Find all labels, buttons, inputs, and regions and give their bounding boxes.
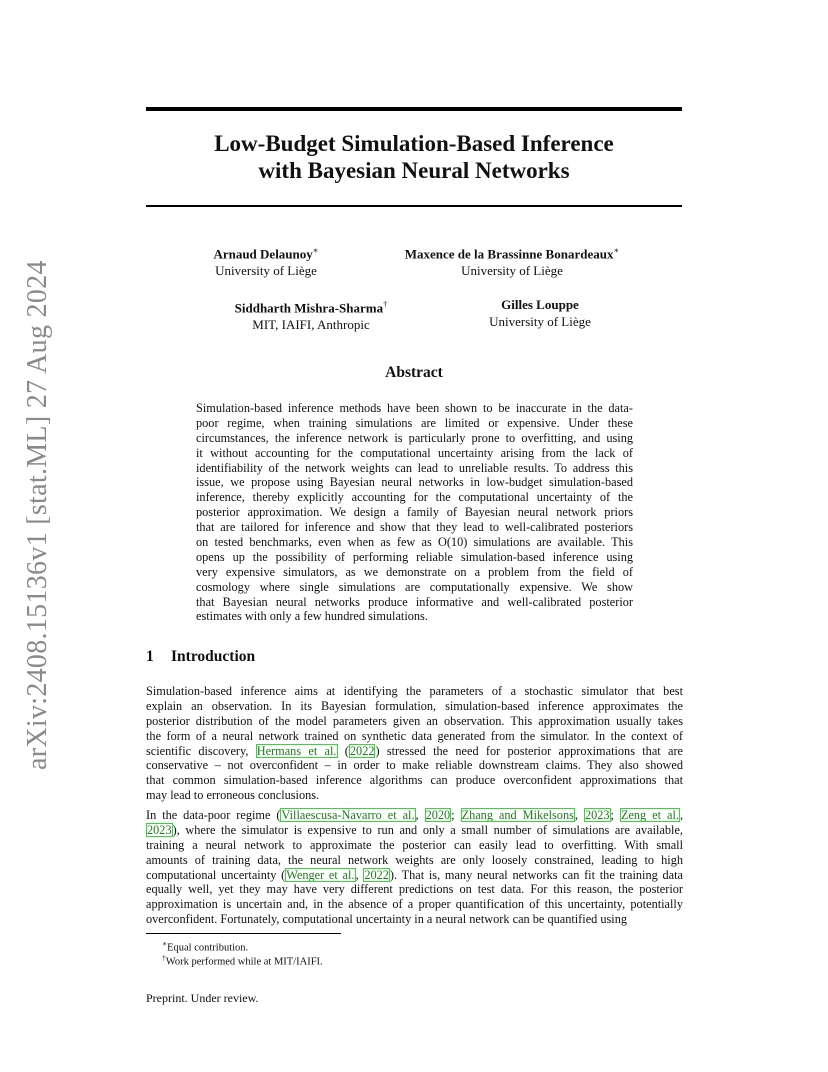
section-title: Introduction	[171, 648, 256, 665]
citation-link[interactable]: 2022	[364, 867, 389, 882]
author-mark: ∗	[613, 245, 620, 255]
paragraph-line	[146, 744, 683, 759]
footnote-mark: †	[162, 953, 166, 962]
text-run: ,	[415, 808, 425, 822]
author-name: Siddharth Mishra-Sharma	[234, 300, 384, 316]
author-mark: ∗	[312, 245, 319, 255]
author-block-3	[211, 296, 411, 333]
preprint-notice: Preprint. Under review.	[146, 991, 259, 1005]
text-run: posterior distribution of the model parameters given an observation. This approximation usually takes	[146, 713, 683, 728]
author-name: Maxence de la Brassinne Bonardeaux	[404, 246, 614, 262]
paragraph-line	[146, 714, 683, 729]
author-affiliation: University of Liège	[489, 314, 591, 329]
text-run: equally well, yet they may have very different predictions on test data. For this reason, the posterior	[146, 882, 683, 897]
author-block-4	[440, 296, 640, 330]
text-run: ). That is, many neural networks can fit the training data	[389, 867, 683, 882]
title-line-1: Low-Budget Simulation-Based Inference	[214, 131, 614, 156]
abstract-heading: Abstract	[385, 364, 443, 381]
abstract-line	[196, 505, 633, 520]
text-run: ;	[610, 808, 620, 822]
section-number: 1	[146, 648, 154, 665]
text-run: may lead to erroneous conclusions.	[146, 788, 320, 803]
text-run: very expensive simulators, as we demonstrate on a problem from the field of	[196, 564, 633, 579]
citation-link[interactable]: 2023	[147, 822, 172, 837]
citation-link[interactable]: Zhang and Mikelsons	[461, 808, 574, 822]
author-affiliation: MIT, IAIFI, Anthropic	[252, 317, 370, 333]
abstract-body	[196, 401, 633, 624]
text-run: poor regime, when training simulations are limited or expensive. Under these	[196, 415, 633, 430]
paragraph-line	[146, 912, 683, 927]
footnote-rule	[146, 933, 341, 934]
author-mark: †	[383, 299, 388, 309]
paragraph-line	[146, 729, 683, 744]
text-run: on tested benchmarks, even when as few as O(10) simulations are available. This	[196, 535, 633, 550]
title-line-2: with Bayesian Neural Networks	[258, 158, 570, 183]
citation-link[interactable]: Villaescusa-Navarro et al.	[281, 808, 415, 822]
abstract-line	[196, 401, 633, 416]
text-run: it without accounting for the computational uncertainty arising from the lack of	[196, 445, 633, 460]
paragraph-line	[146, 838, 683, 853]
paragraph-line	[146, 684, 683, 699]
citation-link[interactable]: Hermans et al.	[256, 743, 337, 758]
text-run: inference, thereby explicitly accounting for the computational uncertainty of the	[196, 490, 633, 505]
abstract-line	[196, 461, 633, 476]
paragraph-line	[146, 808, 683, 823]
paragraph-line	[146, 788, 683, 803]
text-run: opens up the possibility of performing reliable simulation-based inference using	[196, 549, 633, 564]
abstract-line	[196, 446, 633, 461]
paragraph-line	[146, 699, 683, 714]
text-run: ) stressed the need for posterior approximations that are	[375, 743, 683, 758]
text-run: training a neural network to approximate the posterior can easily lead to overfitting. With small	[146, 837, 683, 852]
text-run: overconfident. Fortunately, computational uncertainty in a neural network can be quantified using	[146, 912, 628, 927]
text-run: that are tailored for inference and show that they lead to well-calibrated posteriors	[196, 520, 633, 535]
text-run: ,	[355, 867, 364, 882]
text-run: conservative – not overconfident – in order to make reliable downstream claims. They also showed	[146, 758, 683, 773]
text-run: approximation is uncertain and, in the absence of a proper quantification of this uncertainty, potentially	[146, 897, 683, 912]
text-run: that common simulation-based inference algorithms can produce overconfident approximations that	[146, 773, 683, 788]
paper-title	[146, 130, 682, 184]
abstract-line	[196, 475, 633, 490]
citation-link[interactable]: Wenger et al.	[286, 867, 355, 882]
text-run: ), where the simulator is expensive to run and only a small number of simulations are available,	[172, 822, 683, 837]
text-run: amounts of training data, the neural network weights are only loosely constrained, leading to high	[146, 852, 683, 867]
text-run: Simulation-based inference aims at identifying the parameters of a stochastic simulator that best	[146, 684, 683, 698]
text-run: cosmology where single simulations are computationally expensive. We show	[196, 579, 633, 594]
text-run: circumstances, the inference network is particularly prone to overfitting, and using	[196, 430, 633, 445]
intro-paragraph-2	[146, 808, 683, 927]
footnote-text: Work performed while at MIT/IAIFI.	[165, 956, 323, 968]
text-run: computational uncertainty (	[146, 867, 286, 882]
footnote-text: Equal contribution.	[167, 942, 249, 954]
footnote-mark: ∗	[162, 939, 168, 948]
paragraph-line	[146, 853, 683, 868]
text-run: ,	[679, 808, 683, 822]
abstract-line	[196, 535, 633, 550]
abstract-line	[196, 431, 633, 446]
arxiv-identifier: arXiv:2408.15136v1 [stat.ML] 27 Aug 2024	[22, 260, 53, 770]
title-top-rule	[146, 107, 682, 111]
intro-paragraph-1	[146, 684, 683, 803]
citation-link[interactable]: 2022	[349, 743, 375, 758]
author-name: Arnaud Delaunoy	[213, 246, 313, 262]
section-heading	[146, 648, 255, 666]
text-run: In the data-poor regime (	[146, 808, 281, 822]
paragraph-line	[146, 773, 683, 788]
title-bottom-rule	[146, 205, 682, 207]
text-run: (	[337, 743, 349, 758]
citation-link[interactable]: 2023	[584, 808, 610, 822]
abstract-line	[196, 595, 633, 610]
author-name: Gilles Louppe	[501, 297, 579, 312]
author-affiliation: University of Liège	[215, 263, 317, 279]
citation-link[interactable]: Zeng et al.	[620, 808, 679, 822]
text-run: that Bayesian neural networks produce informative and well-calibrated posterior	[196, 594, 633, 609]
citation-link[interactable]: 2020	[425, 808, 451, 822]
abstract-line	[196, 565, 633, 580]
text-run: estimates with only a few hundred simulations.	[196, 609, 428, 624]
author-affiliation: University of Liège	[461, 263, 563, 279]
abstract-line	[196, 520, 633, 535]
text-run: Simulation-based inference methods have been shown to be inaccurate in the data-	[196, 401, 633, 415]
text-run: identifiability of the network weights can lead to unreliable results. To address this	[196, 460, 633, 475]
text-run: issue, we propose using Bayesian neural networks in low-budget simulation-based	[196, 475, 633, 490]
abstract-line	[196, 609, 633, 624]
abstract-line	[196, 580, 633, 595]
text-run: ,	[574, 808, 584, 822]
text-run: explain an observation. In its Bayesian formulation, simulation-based inference approximates the	[146, 698, 683, 713]
abstract-line	[196, 416, 633, 431]
footnote-2	[162, 951, 323, 969]
abstract-line	[196, 490, 633, 505]
paragraph-line	[146, 897, 683, 912]
paragraph-line	[146, 882, 683, 897]
text-run: posterior approximation. We design a family of Bayesian neural network priors	[196, 505, 633, 520]
paragraph-line	[146, 823, 683, 838]
paragraph-line	[146, 868, 683, 883]
abstract-line	[196, 550, 633, 565]
text-run: scientific discovery,	[146, 743, 256, 758]
text-run: the form of a neural network trained on synthetic data generated from the simulator. In the context of	[146, 728, 683, 743]
text-run: ;	[451, 808, 461, 822]
author-block-2	[382, 242, 642, 279]
author-block-1	[166, 242, 366, 279]
paragraph-line	[146, 758, 683, 773]
